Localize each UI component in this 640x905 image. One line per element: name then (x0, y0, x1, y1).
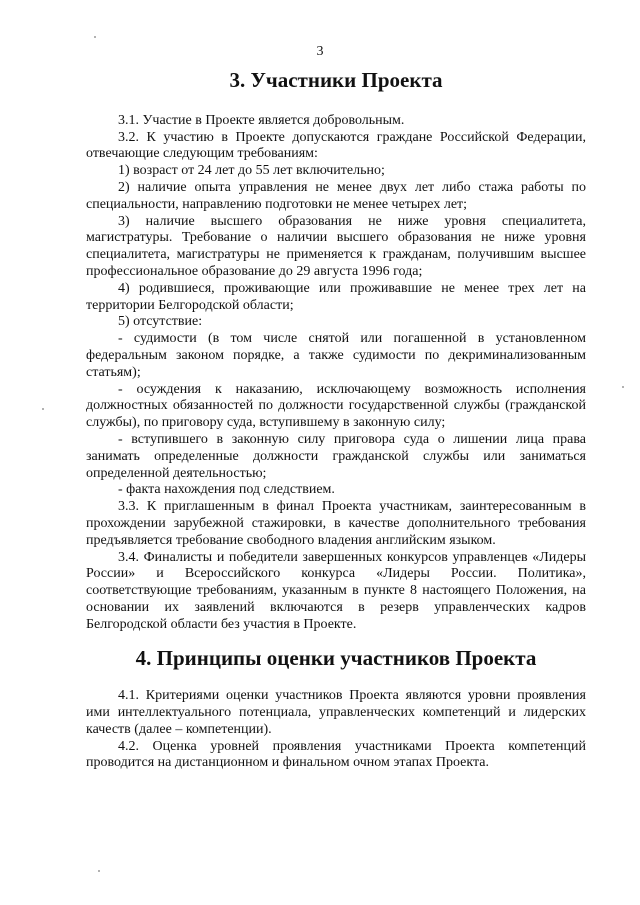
paragraph-4-1: 4.1. Критериями оценки участников Проекта являются уровни проявления ими интеллектуального потенциала, управленческих компетенций и лидерских качеств (далее – компетенции). (86, 688, 586, 737)
paragraph-4-2: 4.2. Оценка уровней проявления участниками Проекта компетенций проводится на дистанционном и финальном очном этапах Проекта. (86, 738, 586, 771)
paragraph-3-2: 3.2. К участию в Проекте допускаются граждане Российской Федерации, отвечающие следующим требованиям: (86, 129, 586, 162)
scan-speck (42, 408, 44, 410)
paragraph-3-1: 3.1. Участие в Проекте является добровольным. (118, 112, 405, 128)
requirement-1: 1) возраст от 24 лет до 55 лет включительно; (118, 163, 385, 179)
absence-item-3: - вступившего в законную силу приговора суда о лишении лица права занимать определенные должности гражданской службы или заниматься определенной деятельностью; (86, 431, 586, 481)
document-body (86, 68, 586, 772)
requirement-2: 2) наличие опыта управления не менее двух лет либо стажа работы по специальности, направлению подготовки не менее четырех лет; (86, 179, 586, 212)
absence-item-2: - осуждения к наказанию, исключающему возможность исполнения должностных обязанностей по должности государственной службы (гражданской службы), по приговору суда, вступившему в законную силу; (86, 381, 586, 431)
paragraph-3-4: 3.4. Финалисты и победители завершенных конкурсов управленцев «Лидеры России» и Всероссийского конкурса «Лидеры России. Политика», соответствующие требованиям, указанным в пункте 8 настоящего Положения, на основании их заявлений включаются в резерв управленческих кадров Белгородской области без участия в Проекте. (86, 549, 586, 632)
absence-item-4: - факта нахождения под следствием. (118, 482, 335, 498)
scan-speck (98, 870, 100, 872)
section-3-title: 3. Участники Проекта (229, 68, 443, 92)
absence-item-1: - судимости (в том числе снятой или погашенной в установленном федеральным законом порядке, а также судимости по декриминализованным статьям); (86, 331, 586, 380)
requirement-5: 5) отсутствие: (118, 314, 203, 330)
page-number: 3 (316, 44, 324, 59)
section-4-title: 4. Принципы оценки участников Проекта (135, 645, 537, 670)
paragraph-3-3: 3.3. К приглашенным в финал Проекта участникам, заинтересованным в прохождении зарубежной стажировки, в качестве дополнительного требования предъявляется требование свободного владения английским языком. (86, 499, 586, 548)
requirement-3: 3) наличие высшего образования не ниже уровня специалитета, магистратуры. Требование о наличии высшего образования не ниже уровня специалитета, магистратуры не применяется к гражданам, получившим высшее профессиональное образование до 29 августа 1996 года; (86, 213, 586, 279)
scan-speck (94, 36, 96, 38)
requirement-4: 4) родившиеся, проживающие или проживавшие не менее трех лет на территории Белгородской области; (86, 280, 586, 313)
scan-speck (622, 386, 624, 388)
